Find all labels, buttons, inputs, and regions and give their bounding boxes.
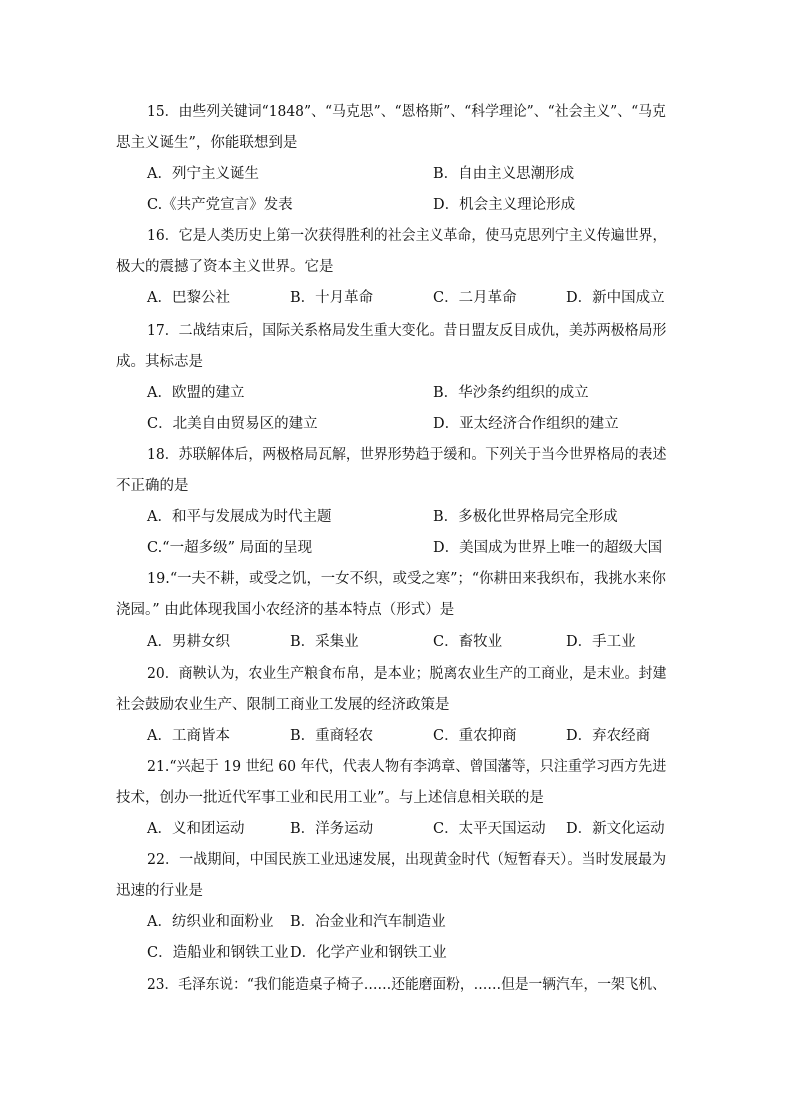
question-22-stem-line1: 22．一战期间，中国民族工业迅速发展，出现黄金时代（短暂春天）。当时发展最为 (147, 852, 667, 868)
question-19-option-a: A．男耕女织 (147, 634, 230, 650)
question-17-stem-line2: 成。其标志是 (116, 354, 203, 370)
question-19-stem-line2: 浇园。” 由此体现我国小农经济的基本特点（形式）是 (116, 602, 455, 618)
question-18-option-b: B．多极化世界格局完全形成 (433, 509, 618, 525)
question-18-stem-line1: 18．苏联解体后，两极格局瓦解，世界形势趋于缓和。下列关于当今世界格局的表述 (147, 447, 667, 463)
question-21-option-d: D．新文化运动 (566, 821, 665, 837)
question-21-option-a: A．义和团运动 (147, 821, 245, 837)
question-15-stem-line1: 15．由些列关键词“1848”、“马克思”、“恩格斯”、“科学理论”、“社会主义”、“马克 (147, 104, 666, 120)
question-18-option-d: D．美国成为世界上唯一的超级大国 (433, 540, 663, 556)
question-21-stem-line1: 21.“兴起于 19 世纪 60 年代，代表人物有李鸿章、曾国藩等，只注重学习西方先进 (147, 759, 667, 775)
question-17-option-c: C．北美自由贸易区的建立 (147, 416, 318, 432)
question-17-option-d: D．亚太经济合作组织的建立 (433, 416, 619, 432)
question-19-stem-line1: 19.“一夫不耕，或受之饥，一女不织，或受之寒”；“你耕田来我织布，我挑水来你 (147, 571, 666, 587)
question-15-option-b: B．自由主义思潮形成 (433, 166, 575, 182)
question-16-option-a: A．巴黎公社 (147, 290, 230, 306)
question-16-stem-line1: 16．它是人类历史上第一次获得胜利的社会主义革命，使马克思列宁主义传遍世界， (147, 228, 667, 244)
question-19-option-d: D．手工业 (566, 634, 636, 650)
question-17-option-a: A．欧盟的建立 (147, 385, 245, 401)
question-21-stem-line2: 技术，创办一批近代军事工业和民用工业”。与上述信息相关联的是 (116, 790, 544, 806)
question-20-option-d: D．弃农经商 (566, 728, 651, 744)
question-16-stem-line2: 极大的震撼了资本主义世界。它是 (116, 259, 334, 275)
question-22-option-b: B．冶金业和汽车制造业 (290, 914, 446, 930)
question-21-option-b: B．洋务运动 (290, 821, 374, 837)
question-23-stem-line1: 23．毛泽东说：“我们能造桌子椅子……还能磨面粉，……但是一辆汽车，一架飞机、 (147, 977, 666, 993)
question-22-option-d: D．化学产业和钢铁工业 (290, 945, 447, 961)
question-19-option-c: C．畜牧业 (433, 634, 503, 650)
question-20-option-c: C．重农抑商 (433, 728, 517, 744)
question-18-option-c: C.“一超多级” 局面的呈现 (147, 540, 313, 556)
question-15-option-a: A．列宁主义诞生 (147, 166, 259, 182)
question-22-option-c: C．造船业和钢铁工业 (147, 945, 289, 961)
question-16-option-d: D．新中国成立 (566, 290, 665, 306)
question-20-stem-line2: 社会鼓励农业生产、限制工商业工发展的经济政策是 (116, 697, 450, 713)
question-16-option-c: C．二月革命 (433, 290, 517, 306)
question-20-stem-line1: 20．商鞅认为，农业生产粮食布帛，是本业；脱离农业生产的工商业，是末业。封建 (147, 666, 667, 682)
question-15-option-c: C.《共产党宣言》发表 (147, 197, 293, 213)
question-21-option-c: C．太平天国运动 (433, 821, 546, 837)
question-22-option-a: A．纺织业和面粉业 (147, 914, 274, 930)
question-20-option-b: B．重商轻农 (290, 728, 374, 744)
question-18-option-a: A．和平与发展成为时代主题 (147, 509, 332, 525)
question-17-option-b: B．华沙条约组织的成立 (433, 385, 589, 401)
question-20-option-a: A．工商皆本 (147, 728, 230, 744)
question-16-option-b: B．十月革命 (290, 290, 374, 306)
question-18-stem-line2: 不正确的是 (116, 478, 189, 494)
question-15-option-d: D．机会主义理论形成 (433, 197, 576, 213)
question-19-option-b: B．采集业 (290, 634, 359, 650)
question-15-stem-line2: 思主义诞生”，你能联想到是 (116, 135, 298, 151)
question-22-stem-line2: 迅速的行业是 (116, 883, 203, 899)
question-17-stem-line1: 17．二战结束后，国际关系格局发生重大变化。昔日盟友反目成仇，美苏两极格局形 (147, 323, 667, 339)
